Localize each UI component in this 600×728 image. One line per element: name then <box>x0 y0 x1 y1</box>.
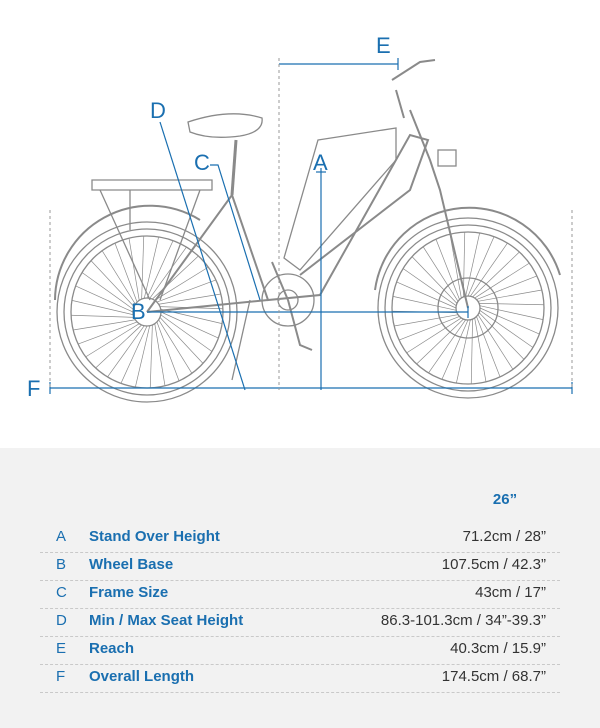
dim-marker-c: C <box>194 150 210 175</box>
spec-letter: B <box>56 556 67 573</box>
spec-label: Wheel Base <box>89 556 174 573</box>
wheel-spoke <box>150 325 152 388</box>
spec-label: Overall Length <box>89 668 195 685</box>
spec-label: Stand Over Height <box>89 528 220 545</box>
bike-outline <box>55 60 560 402</box>
spec-row <box>40 552 560 581</box>
spec-value: 86.3-101.3cm / 34”-39.3” <box>380 612 546 629</box>
spec-letter: D <box>56 612 67 629</box>
seat-post <box>232 140 236 195</box>
wheel-spoke <box>466 233 480 296</box>
saddle <box>188 114 262 137</box>
wheel-spoke <box>450 234 461 298</box>
wheel-spoke <box>71 315 134 317</box>
spec-row <box>40 524 560 553</box>
wheel-spoke <box>456 320 470 383</box>
wheel-spoke <box>78 322 137 344</box>
dim-marker-f: F <box>27 376 41 401</box>
rear-rack <box>92 180 212 300</box>
dim-marker-a: A <box>313 150 328 175</box>
spec-letter: F <box>56 668 66 685</box>
rear-triangle <box>147 195 268 312</box>
spec-letter: A <box>56 528 67 545</box>
spec-value: 43cm / 17” <box>475 584 546 601</box>
wheel-spoke <box>478 290 542 301</box>
crank-arm <box>272 262 312 350</box>
wheel-spoke <box>142 236 144 299</box>
spec-value: 40.3cm / 15.9” <box>450 640 546 657</box>
size-header: 26” <box>492 491 518 508</box>
headlight <box>438 150 456 166</box>
wheel-spoke <box>115 243 137 302</box>
wheel-spoke <box>393 296 456 310</box>
frame-tube <box>232 135 428 300</box>
spec-letter: E <box>56 640 67 657</box>
wheel-spoke <box>480 306 543 320</box>
wheel-spoke <box>479 313 524 360</box>
wheel-spoke <box>417 319 464 364</box>
battery <box>284 128 396 270</box>
spec-row <box>40 608 560 637</box>
wheel-spoke <box>475 318 486 382</box>
wheel-spoke <box>473 252 520 297</box>
dim-marker-d: D <box>150 98 166 123</box>
spec-row <box>40 664 560 693</box>
wheel-spoke <box>471 319 472 384</box>
spec-value: 107.5cm / 42.3” <box>441 556 546 573</box>
spec-label: Frame Size <box>89 584 169 601</box>
wheel-spoke <box>155 324 165 386</box>
dim-line-c <box>210 165 260 300</box>
wheel-spoke <box>129 238 139 300</box>
dim-marker-b: B <box>131 299 146 324</box>
wheel-spoke <box>412 257 457 304</box>
spec-row <box>40 636 560 665</box>
wheel-spoke <box>157 322 179 381</box>
spec-value: 174.5cm / 68.7” <box>441 668 546 685</box>
wheel-spoke <box>159 294 221 304</box>
wheel-spoke <box>73 320 135 330</box>
dim-marker-e: E <box>376 33 391 58</box>
wheel-spoke <box>479 303 544 304</box>
spec-table <box>0 448 600 728</box>
spec-row <box>40 580 560 609</box>
spec-letter: C <box>56 584 67 601</box>
spec-value: 71.2cm / 28” <box>462 528 546 545</box>
spec-label: Min / Max Seat Height <box>89 612 244 629</box>
dimension-lines <box>50 58 572 394</box>
wheel-spoke <box>394 315 458 326</box>
spec-label: Reach <box>89 640 135 657</box>
